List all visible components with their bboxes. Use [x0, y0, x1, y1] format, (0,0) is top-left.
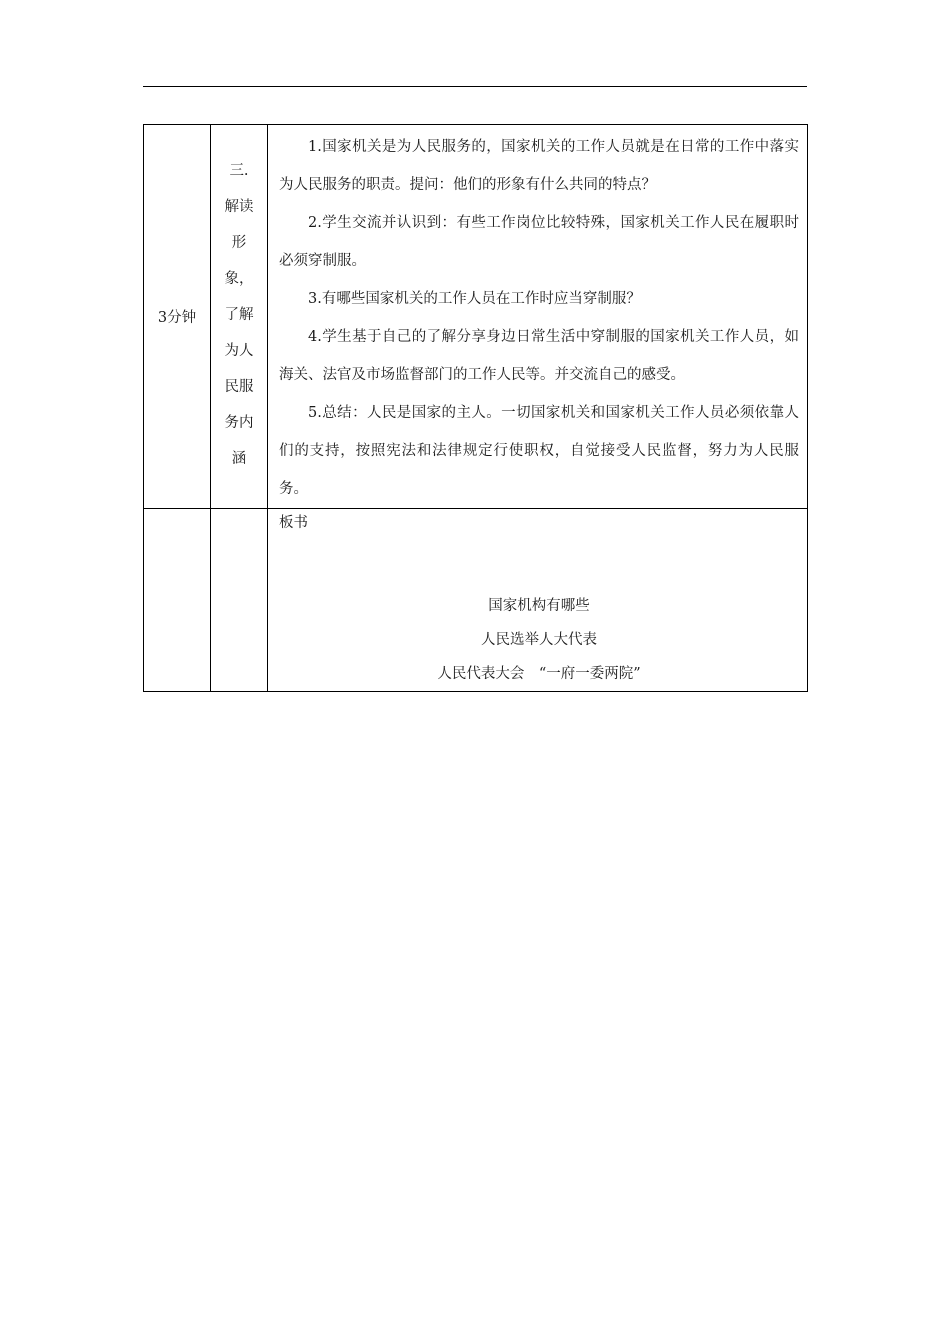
step-line: 三.: [229, 163, 249, 179]
paragraph-3: 3.有哪些国家机关的工作人员在工作时应当穿制服？: [308, 291, 641, 307]
blackboard-line: 国家机构有哪些: [488, 598, 590, 614]
blackboard-label: 板书: [279, 515, 308, 531]
paragraph-2: 2.学生交流并认识到：有些工作岗位比较特殊，国家机关工作人民在履职时必须穿制服。: [279, 215, 799, 269]
header-rule: [143, 86, 807, 87]
table-row: [144, 125, 808, 509]
step-line: 解读: [224, 199, 254, 215]
empty-step-cell: [211, 509, 268, 692]
blackboard-line: 人民选举人大代表: [481, 632, 597, 648]
blackboard-line: 人民代表大会 “一府一委两院”: [437, 666, 641, 682]
step-line: 涵: [231, 451, 247, 467]
step-line: 形: [231, 235, 247, 251]
step-line: 民服: [224, 379, 254, 395]
paragraph-4: 4.学生基于自己的了解分享身边日常生活中穿制服的国家机关工作人员，如海关、法官及市场监督部门的工作人民等。并交流自己的感受。: [279, 329, 799, 383]
empty-time-cell: [144, 509, 211, 692]
step-cell: [211, 125, 268, 509]
step-line: 象，: [224, 271, 254, 287]
step-line: 务内: [224, 415, 254, 431]
lesson-plan-table: [143, 124, 808, 692]
paragraph-5: 5.总结：人民是国家的主人。一切国家机关和国家机关工作人员必须依靠人们的支持，按照宪法和法律规定行使职权，自觉接受人民监督，努力为人民服务。: [279, 405, 799, 497]
step-line: 为人: [224, 343, 254, 359]
table-row: [144, 509, 808, 692]
paragraph-1: 1.国家机关是为人民服务的，国家机关的工作人员就是在日常的工作中落实为人民服务的职责。提问：他们的形象有什么共同的特点？: [279, 139, 799, 193]
time-cell: 3分钟: [144, 125, 211, 509]
blackboard-cell: [268, 509, 808, 692]
step-line: 了解: [224, 307, 254, 323]
content-cell: [268, 125, 808, 509]
